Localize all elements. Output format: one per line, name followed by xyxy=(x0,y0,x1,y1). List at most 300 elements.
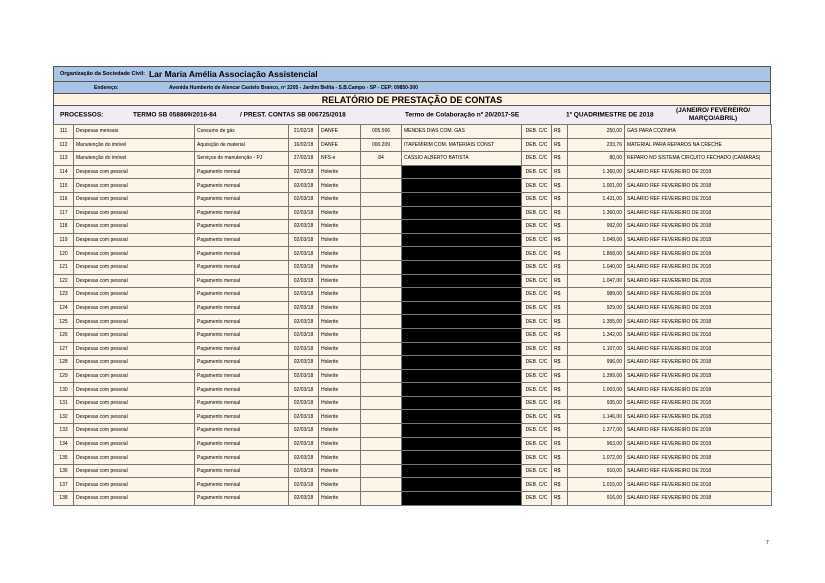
cell-description: Pagamento mensal xyxy=(195,356,289,370)
cell-note: SALARIO REF FEVEREIRO DE 2018 xyxy=(625,492,772,506)
cell-supplier xyxy=(402,492,522,506)
cell-supplier xyxy=(402,315,522,329)
cell-document-number xyxy=(361,301,402,315)
cell-currency: R$ xyxy=(552,206,568,220)
cell-row-number: 135 xyxy=(54,451,74,465)
cell-supplier xyxy=(402,356,522,370)
cell-payment-method: DEB. C/C xyxy=(522,179,552,193)
table-row xyxy=(54,451,772,465)
cell-description: Pagamento mensal xyxy=(195,492,289,506)
cell-document-type: Holerite xyxy=(319,179,361,193)
cell-date: 02/03/18 xyxy=(289,383,319,397)
cell-document-number xyxy=(361,274,402,288)
cell-row-number: 123 xyxy=(54,288,74,302)
cell-date: 21/02/18 xyxy=(289,125,319,139)
cell-supplier xyxy=(402,383,522,397)
cell-category: Despesas com pessoal xyxy=(74,437,195,451)
cell-note: SALARIO REF FEVEREIRO DE 2018 xyxy=(625,383,772,397)
cell-date: 02/03/18 xyxy=(289,315,319,329)
cell-currency: R$ xyxy=(552,152,568,166)
cell-description: Pagamento mensal xyxy=(195,342,289,356)
cell-row-number: 116 xyxy=(54,192,74,206)
cell-date: 02/03/18 xyxy=(289,288,319,302)
processos-label: PROCESSOS: xyxy=(60,111,104,119)
cell-currency: R$ xyxy=(552,288,568,302)
prestacao-contas-number: / PREST. CONTAS SB 006725/2018 xyxy=(240,111,346,119)
cell-document-number xyxy=(361,369,402,383)
cell-document-number xyxy=(361,424,402,438)
cell-amount: 1.047,00 xyxy=(568,274,625,288)
cell-amount: 1.146,00 xyxy=(568,410,625,424)
cell-document-type: Holerite xyxy=(319,328,361,342)
cell-amount: 916,00 xyxy=(568,492,625,506)
cell-document-number xyxy=(361,464,402,478)
table-row xyxy=(54,356,772,370)
cell-category: Despesas com pessoal xyxy=(74,328,195,342)
cell-payment-method: DEB. C/C xyxy=(522,138,552,152)
cell-currency: R$ xyxy=(552,383,568,397)
table-row xyxy=(54,206,772,220)
cell-currency: R$ xyxy=(552,315,568,329)
cell-date: 02/03/18 xyxy=(289,410,319,424)
cell-amount: 1.868,00 xyxy=(568,247,625,261)
table-row xyxy=(54,233,772,247)
table-row xyxy=(54,192,772,206)
cell-supplier xyxy=(402,369,522,383)
cell-date: 02/03/18 xyxy=(289,424,319,438)
cell-description: Pagamento mensal xyxy=(195,274,289,288)
cell-document-type: Holerite xyxy=(319,260,361,274)
table-row xyxy=(54,274,772,288)
cell-payment-method: DEB. C/C xyxy=(522,437,552,451)
cell-document-number xyxy=(361,206,402,220)
cell-description: Pagamento mensal xyxy=(195,410,289,424)
cell-category: Despesas com pessoal xyxy=(74,410,195,424)
cell-supplier xyxy=(402,301,522,315)
cell-note: SALARIO REF FEVEREIRO DE 2018 xyxy=(625,478,772,492)
cell-payment-method: DEB. C/C xyxy=(522,301,552,315)
cell-amount: 1.360,00 xyxy=(568,165,625,179)
cell-payment-method: DEB. C/C xyxy=(522,165,552,179)
table-row xyxy=(54,315,772,329)
cell-document-type: Holerite xyxy=(319,451,361,465)
cell-category: Despesas com pessoal xyxy=(74,356,195,370)
cell-currency: R$ xyxy=(552,478,568,492)
colaboracao-term: Termo de Colaboração nº 20/2017-SE xyxy=(405,111,520,119)
cell-document-number xyxy=(361,165,402,179)
cell-category: Despesas com pessoal xyxy=(74,315,195,329)
cell-row-number: 131 xyxy=(54,396,74,410)
months-range xyxy=(676,107,750,123)
cell-currency: R$ xyxy=(552,356,568,370)
cell-date: 02/03/18 xyxy=(289,206,319,220)
cell-payment-method: DEB. C/C xyxy=(522,206,552,220)
cell-amount: 1.015,00 xyxy=(568,478,625,492)
cell-date: 02/03/18 xyxy=(289,356,319,370)
page-number: 7 xyxy=(766,540,769,546)
cell-amount: 250,00 xyxy=(568,125,625,139)
cell-document-number xyxy=(361,247,402,261)
cell-document-number xyxy=(361,437,402,451)
cell-category: Despesas com pessoal xyxy=(74,396,195,410)
cell-date: 02/03/18 xyxy=(289,220,319,234)
cell-row-number: 127 xyxy=(54,342,74,356)
cell-document-number: 84 xyxy=(361,152,402,166)
cell-note: SALARIO REF FEVEREIRO DE 2018 xyxy=(625,315,772,329)
cell-currency: R$ xyxy=(552,220,568,234)
cell-supplier xyxy=(402,233,522,247)
cell-payment-method: DEB. C/C xyxy=(522,492,552,506)
cell-note: SALARIO REF FEVEREIRO DE 2018 xyxy=(625,247,772,261)
cell-category: Despesas com pessoal xyxy=(74,342,195,356)
cell-category: Manutenção do imóvel xyxy=(74,152,195,166)
cell-row-number: 129 xyxy=(54,369,74,383)
cell-note: SALARIO REF FEVEREIRO DE 2018 xyxy=(625,220,772,234)
cell-description: Aquisição de material xyxy=(195,138,289,152)
cell-document-type: Holerite xyxy=(319,288,361,302)
cell-amount: 1.107,00 xyxy=(568,342,625,356)
cell-row-number: 115 xyxy=(54,179,74,193)
table-row xyxy=(54,179,772,193)
org-name: Lar Maria Amélia Associação Assistencial xyxy=(148,69,318,79)
cell-supplier xyxy=(402,165,522,179)
cell-payment-method: DEB. C/C xyxy=(522,478,552,492)
org-label: Organização da Sociedade Civil: xyxy=(60,71,145,77)
cell-category: Despesas com pessoal xyxy=(74,165,195,179)
cell-amount: 233,76 xyxy=(568,138,625,152)
cell-document-type: Holerite xyxy=(319,233,361,247)
cell-supplier: CASSIO ALBERTO BATISTA xyxy=(402,152,522,166)
cell-supplier xyxy=(402,260,522,274)
cell-amount: 1.040,00 xyxy=(568,260,625,274)
cell-document-number xyxy=(361,179,402,193)
cell-payment-method: DEB. C/C xyxy=(522,220,552,234)
cell-payment-method: DEB. C/C xyxy=(522,410,552,424)
cell-document-number xyxy=(361,328,402,342)
cell-currency: R$ xyxy=(552,464,568,478)
cell-date: 02/03/18 xyxy=(289,274,319,288)
cell-amount: 992,00 xyxy=(568,220,625,234)
cell-document-type: Holerite xyxy=(319,369,361,383)
address-row xyxy=(53,81,771,93)
cell-category: Despesas com pessoal xyxy=(74,369,195,383)
cell-category: Despesas com pessoal xyxy=(74,492,195,506)
cell-amount: 996,00 xyxy=(568,356,625,370)
cell-supplier xyxy=(402,274,522,288)
cell-description: Pagamento mensal xyxy=(195,396,289,410)
cell-date: 02/03/18 xyxy=(289,437,319,451)
cell-currency: R$ xyxy=(552,369,568,383)
cell-currency: R$ xyxy=(552,125,568,139)
cell-note: SALARIO REF FEVEREIRO DE 2018 xyxy=(625,288,772,302)
cell-category: Despesas com pessoal xyxy=(74,260,195,274)
cell-document-number xyxy=(361,342,402,356)
cell-description: Pagamento mensal xyxy=(195,383,289,397)
cell-category: Despesas com pessoal xyxy=(74,192,195,206)
cell-amount: 1.072,00 xyxy=(568,451,625,465)
table-row xyxy=(54,125,772,139)
cell-description: Pagamento mensal xyxy=(195,233,289,247)
table-row xyxy=(54,464,772,478)
cell-supplier xyxy=(402,328,522,342)
table-row xyxy=(54,342,772,356)
table-row xyxy=(54,165,772,179)
cell-document-type: Holerite xyxy=(319,424,361,438)
cell-payment-method: DEB. C/C xyxy=(522,125,552,139)
cell-row-number: 130 xyxy=(54,383,74,397)
report-title: RELATÓRIO DE PRESTAÇÃO DE CONTAS xyxy=(53,93,771,105)
cell-supplier: ITAPEMIRIM COM. MATERIAIS CONST xyxy=(402,138,522,152)
cell-amount: 1.431,00 xyxy=(568,192,625,206)
cell-document-number xyxy=(361,410,402,424)
cell-note: SALARIO REF FEVEREIRO DE 2018 xyxy=(625,301,772,315)
table-row xyxy=(54,383,772,397)
cell-currency: R$ xyxy=(552,247,568,261)
cell-note: SALARIO REF FEVEREIRO DE 2018 xyxy=(625,342,772,356)
cell-description: Pagamento mensal xyxy=(195,369,289,383)
table-row xyxy=(54,492,772,506)
cell-currency: R$ xyxy=(552,410,568,424)
cell-currency: R$ xyxy=(552,138,568,152)
cell-description: Pagamento mensal xyxy=(195,464,289,478)
cell-date: 02/03/18 xyxy=(289,260,319,274)
cell-date: 02/03/18 xyxy=(289,342,319,356)
cell-supplier xyxy=(402,410,522,424)
cell-supplier xyxy=(402,464,522,478)
cell-note: SALARIO REF FEVEREIRO DE 2018 xyxy=(625,274,772,288)
cell-date: 27/02/18 xyxy=(289,152,319,166)
cell-row-number: 132 xyxy=(54,410,74,424)
cell-note: SALARIO REF FEVEREIRO DE 2018 xyxy=(625,451,772,465)
cell-amount: 929,00 xyxy=(568,301,625,315)
cell-category: Despesas com pessoal xyxy=(74,179,195,193)
cell-payment-method: DEB. C/C xyxy=(522,315,552,329)
cell-category: Despesas com pessoal xyxy=(74,478,195,492)
cell-description: Pagamento mensal xyxy=(195,165,289,179)
cell-category: Despesas com pessoal xyxy=(74,220,195,234)
cell-row-number: 126 xyxy=(54,328,74,342)
cell-document-type: Holerite xyxy=(319,206,361,220)
cell-category: Despesas com pessoal xyxy=(74,233,195,247)
cell-document-type: Holerite xyxy=(319,356,361,370)
cell-note: SALARIO REF FEVEREIRO DE 2018 xyxy=(625,424,772,438)
cell-row-number: 134 xyxy=(54,437,74,451)
cell-date: 02/03/18 xyxy=(289,464,319,478)
cell-document-number xyxy=(361,192,402,206)
cell-payment-method: DEB. C/C xyxy=(522,396,552,410)
cell-date: 02/03/18 xyxy=(289,247,319,261)
cell-description: Pagamento mensal xyxy=(195,260,289,274)
cell-supplier xyxy=(402,192,522,206)
cell-supplier xyxy=(402,437,522,451)
cell-payment-method: DEB. C/C xyxy=(522,152,552,166)
cell-description: Pagamento mensal xyxy=(195,192,289,206)
cell-category: Despesas com pessoal xyxy=(74,274,195,288)
cell-row-number: 137 xyxy=(54,478,74,492)
cell-note: SALARIO REF FEVEREIRO DE 2018 xyxy=(625,410,772,424)
cell-description: Pagamento mensal xyxy=(195,437,289,451)
cell-supplier xyxy=(402,206,522,220)
cell-payment-method: DEB. C/C xyxy=(522,342,552,356)
cell-document-type: Holerite xyxy=(319,396,361,410)
cell-payment-method: DEB. C/C xyxy=(522,451,552,465)
process-row xyxy=(53,105,771,124)
cell-category: Despesas com pessoal xyxy=(74,206,195,220)
cell-amount: 80,00 xyxy=(568,152,625,166)
cell-row-number: 113 xyxy=(54,152,74,166)
cell-category: Despesas com pessoal xyxy=(74,247,195,261)
cell-amount: 1.377,00 xyxy=(568,424,625,438)
cell-document-type: Holerite xyxy=(319,383,361,397)
cell-date: 02/03/18 xyxy=(289,451,319,465)
table-row xyxy=(54,396,772,410)
cell-amount: 910,00 xyxy=(568,464,625,478)
cell-description: Pagamento mensal xyxy=(195,315,289,329)
cell-currency: R$ xyxy=(552,328,568,342)
cell-payment-method: DEB. C/C xyxy=(522,288,552,302)
cell-description: Pagamento mensal xyxy=(195,288,289,302)
cell-note: SALARIO REF FEVEREIRO DE 2018 xyxy=(625,179,772,193)
cell-description: Pagamento mensal xyxy=(195,451,289,465)
cell-document-type: Holerite xyxy=(319,342,361,356)
cell-row-number: 117 xyxy=(54,206,74,220)
cell-amount: 1.049,00 xyxy=(568,233,625,247)
cell-note: SALARIO REF FEVEREIRO DE 2018 xyxy=(625,206,772,220)
cell-note: SALARIO REF FEVEREIRO DE 2018 xyxy=(625,356,772,370)
cell-document-number xyxy=(361,492,402,506)
table-row xyxy=(54,478,772,492)
cell-note: GAS PARA COZINHA xyxy=(625,125,772,139)
cell-supplier xyxy=(402,247,522,261)
cell-date: 02/03/18 xyxy=(289,165,319,179)
cell-description: Pagamento mensal xyxy=(195,478,289,492)
cell-document-number xyxy=(361,451,402,465)
cell-amount: 1.003,00 xyxy=(568,383,625,397)
cell-document-number xyxy=(361,396,402,410)
cell-category: Manutenção do imóvel xyxy=(74,138,195,152)
cell-payment-method: DEB. C/C xyxy=(522,328,552,342)
cell-note: SALARIO REF FEVEREIRO DE 2018 xyxy=(625,369,772,383)
cell-document-number xyxy=(361,315,402,329)
cell-currency: R$ xyxy=(552,301,568,315)
cell-document-type: Holerite xyxy=(319,274,361,288)
cell-document-number xyxy=(361,233,402,247)
quadrimestre: 1º QUADRIMESTRE DE 2018 xyxy=(566,111,654,119)
cell-currency: R$ xyxy=(552,165,568,179)
cell-currency: R$ xyxy=(552,492,568,506)
address-label: Endereço: xyxy=(94,84,119,91)
cell-date: 16/02/18 xyxy=(289,138,319,152)
cell-supplier xyxy=(402,179,522,193)
cell-note: SALARIO REF FEVEREIRO DE 2018 xyxy=(625,328,772,342)
cell-row-number: 119 xyxy=(54,233,74,247)
cell-payment-method: DEB. C/C xyxy=(522,424,552,438)
table-row xyxy=(54,328,772,342)
cell-amount: 989,00 xyxy=(568,288,625,302)
cell-document-number xyxy=(361,383,402,397)
cell-date: 02/03/18 xyxy=(289,301,319,315)
cell-row-number: 122 xyxy=(54,274,74,288)
cell-payment-method: DEB. C/C xyxy=(522,369,552,383)
cell-document-number: 000.209 xyxy=(361,138,402,152)
cell-currency: R$ xyxy=(552,192,568,206)
cell-supplier xyxy=(402,424,522,438)
table-row xyxy=(54,410,772,424)
table-row xyxy=(54,288,772,302)
cell-document-type: Holerite xyxy=(319,478,361,492)
cell-row-number: 133 xyxy=(54,424,74,438)
expense-table xyxy=(53,124,772,506)
cell-payment-method: DEB. C/C xyxy=(522,464,552,478)
cell-document-type: NFS-e xyxy=(319,152,361,166)
cell-document-type: Holerite xyxy=(319,410,361,424)
cell-row-number: 112 xyxy=(54,138,74,152)
table-row xyxy=(54,424,772,438)
cell-currency: R$ xyxy=(552,342,568,356)
cell-row-number: 120 xyxy=(54,247,74,261)
cell-category: Despesas com pessoal xyxy=(74,451,195,465)
cell-amount: 935,00 xyxy=(568,396,625,410)
cell-document-type: Holerite xyxy=(319,301,361,315)
table-row xyxy=(54,220,772,234)
table-row xyxy=(54,301,772,315)
cell-amount: 1.355,00 xyxy=(568,315,625,329)
cell-description: Pagamento mensal xyxy=(195,179,289,193)
cell-description: Consumo de gás xyxy=(195,125,289,139)
cell-note: SALARIO REF FEVEREIRO DE 2018 xyxy=(625,192,772,206)
cell-currency: R$ xyxy=(552,274,568,288)
cell-document-type: DANFE xyxy=(319,125,361,139)
cell-document-type: Holerite xyxy=(319,464,361,478)
table-row xyxy=(54,260,772,274)
cell-document-type: DANFE xyxy=(319,138,361,152)
cell-currency: R$ xyxy=(552,179,568,193)
cell-category: Despesas mensais xyxy=(74,125,195,139)
cell-category: Despesas com pessoal xyxy=(74,301,195,315)
cell-payment-method: DEB. C/C xyxy=(522,247,552,261)
cell-note: SALARIO REF FEVEREIRO DE 2018 xyxy=(625,165,772,179)
cell-category: Despesas com pessoal xyxy=(74,464,195,478)
cell-amount: 1.360,00 xyxy=(568,206,625,220)
cell-document-type: Holerite xyxy=(319,492,361,506)
cell-date: 02/03/18 xyxy=(289,492,319,506)
cell-description: Pagamento mensal xyxy=(195,206,289,220)
cell-payment-method: DEB. C/C xyxy=(522,260,552,274)
cell-row-number: 125 xyxy=(54,315,74,329)
cell-note: SALARIO REF FEVEREIRO DE 2018 xyxy=(625,260,772,274)
cell-category: Despesas com pessoal xyxy=(74,383,195,397)
cell-date: 02/03/18 xyxy=(289,478,319,492)
cell-supplier xyxy=(402,478,522,492)
cell-document-number xyxy=(361,288,402,302)
cell-payment-method: DEB. C/C xyxy=(522,233,552,247)
cell-currency: R$ xyxy=(552,424,568,438)
cell-description: Pagamento mensal xyxy=(195,301,289,315)
cell-date: 02/03/18 xyxy=(289,369,319,383)
cell-payment-method: DEB. C/C xyxy=(522,356,552,370)
organization-row xyxy=(53,66,771,81)
cell-currency: R$ xyxy=(552,260,568,274)
table-row xyxy=(54,437,772,451)
cell-date: 02/03/18 xyxy=(289,328,319,342)
months-line-2: MARÇO/ABRIL) xyxy=(688,115,738,122)
cell-date: 02/03/18 xyxy=(289,192,319,206)
cell-note: SALARIO REF FEVEREIRO DE 2018 xyxy=(625,464,772,478)
cell-document-number xyxy=(361,220,402,234)
cell-supplier xyxy=(402,396,522,410)
cell-date: 02/03/18 xyxy=(289,396,319,410)
cell-description: Pagamento mensal xyxy=(195,220,289,234)
